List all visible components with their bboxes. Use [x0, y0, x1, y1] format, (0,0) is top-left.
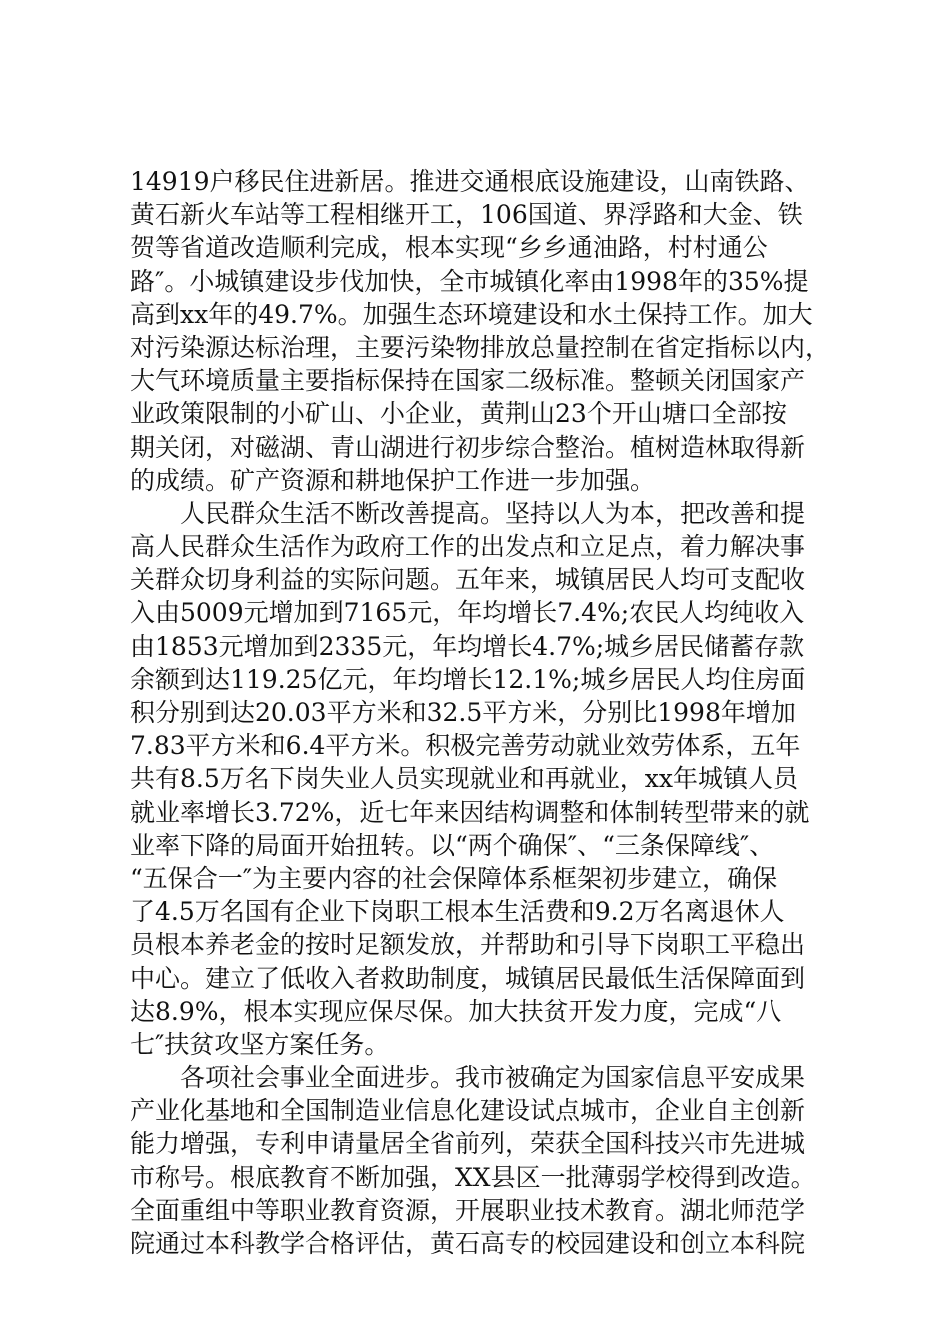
text-line: 余额到达119.25亿元，年均增长12.1%;城乡居民人均住房面: [130, 664, 806, 694]
paragraph-start-line: 人民群众生活不断改善提高。坚持以人为本，把改善和提: [180, 498, 806, 528]
text-line: 院通过本科教学合格评估，黄石高专的校园建设和创立本科院: [130, 1229, 806, 1258]
text-line: 积分别到达20.03平方米和32.5平方米，分别比1998年增加: [130, 698, 796, 727]
text-line: 了4.5万名国有企业下岗职工根本生活费和9.2万名离退休人: [130, 897, 785, 927]
text-line: 产业化基地和全国制造业信息化建设试点城市，企业自主创新: [130, 1096, 806, 1126]
text-line: 七″扶贫攻坚方案任务。: [130, 1029, 390, 1059]
paragraph-start-line: 各项社会事业全面进步。我市被确定为国家信息平安成果: [180, 1063, 806, 1093]
text-line: 黄石新火车站等工程相继开工，106国道、界浮路和大金、铁: [130, 200, 803, 230]
text-line: 员根本养老金的按时足额发放，并帮助和引导下岗职工平稳出: [130, 930, 806, 960]
text-line: 中心。建立了低收入者救助制度，城镇居民最低生活保障面到: [130, 963, 806, 993]
text-line: 路″。小城镇建设步伐加快，全市城镇化率由1998年的35%提: [130, 266, 809, 296]
text-line: 期关闭，对磁湖、青山湖进行初步综合整治。植树造林取得新: [130, 432, 806, 462]
text-line: 7.83平方米和6.4平方米。积极完善劳动就业效劳体系，五年: [130, 731, 801, 761]
text-line: 入由5009元增加到7165元，年均增长7.4%;农民人均纯收入: [130, 598, 805, 628]
text-line: 贺等省道改造顺利完成，根本实现“乡乡通油路，村村通公: [130, 233, 768, 263]
text-line: 就业率增长3.72%，近七年来因结构调整和体制转型带来的就: [130, 797, 810, 827]
text-line: 共有8.5万名下岗失业人员实现就业和再就业，xx年城镇人员: [130, 764, 798, 794]
text-line: 关群众切身利益的实际问题。五年来，城镇居民人均可支配收: [130, 565, 806, 595]
text-line: 能力增强，专利申请量居全省前列，荣获全国科技兴市先进城: [130, 1129, 806, 1159]
text-line: 业率下降的局面开始扭转。以“两个确保″、“三条保障线″、: [130, 830, 775, 860]
text-line: 全面重组中等职业教育资源，开展职业技术教育。湖北师范学: [130, 1195, 806, 1225]
text-line: 的成绩。矿产资源和耕地保护工作进一步加强。: [130, 465, 656, 495]
text-line: “五保合一″为主要内容的社会保障体系框架初步建立，确保: [130, 863, 778, 893]
text-line: 大气环境质量主要指标保持在国家二级标准。整顿关闭国家产: [130, 366, 806, 396]
text-line: 业政策限制的小矿山、小企业，黄荆山23个开山塘口全部按: [130, 399, 787, 429]
text-line: 达8.9%，根本实现应保尽保。加大扶贫开发力度，完成“八: [130, 996, 782, 1026]
text-line: 对污染源达标治理，主要污染物排放总量控制在省定指标以内，: [130, 332, 831, 362]
text-line: 高人民群众生活作为政府工作的出发点和立足点，着力解决事: [130, 532, 806, 562]
text-line: 由1853元增加到2335元，年均增长4.7%;城乡居民储蓄存款: [130, 631, 805, 661]
text-line: 市称号。根底教育不断加强，XX县区一批薄弱学校得到改造。: [130, 1162, 816, 1192]
text-line: 高到xx年的49.7%。加强生态环境建设和水土保持工作。加大: [130, 299, 813, 329]
text-line: 14919户移民住进新居。推进交通根底设施建设，山南铁路、: [130, 167, 810, 196]
body-text: [130, 165, 830, 1260]
